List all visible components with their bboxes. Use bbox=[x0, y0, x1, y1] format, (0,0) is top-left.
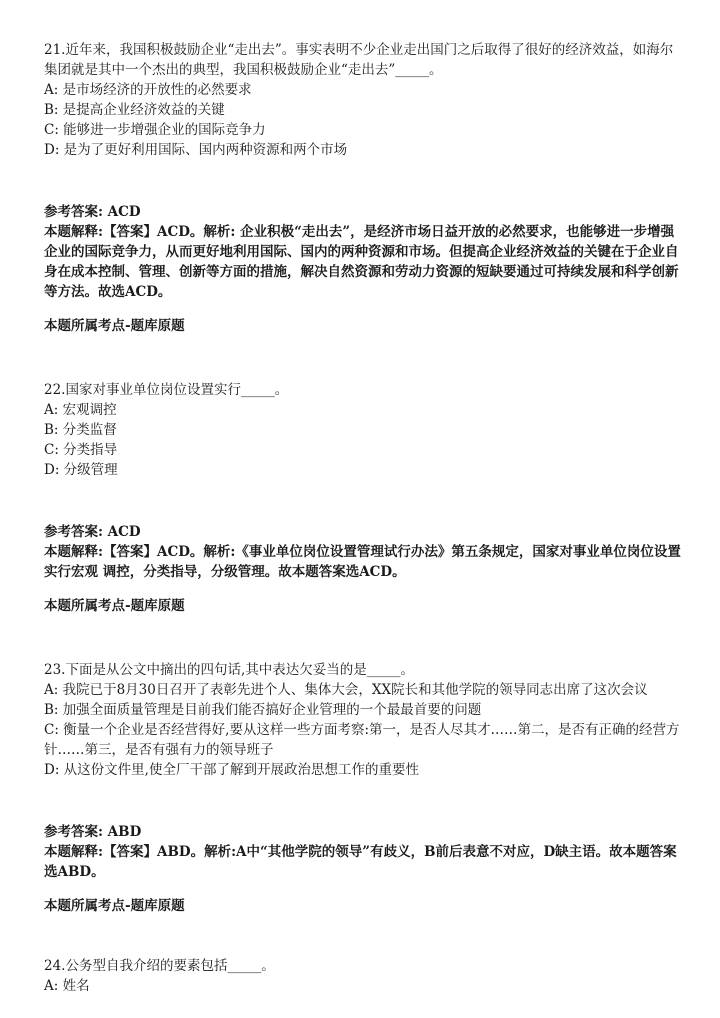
spacer bbox=[44, 336, 684, 380]
reference-answer: 参考答案: ACD bbox=[44, 524, 141, 540]
option-b: B: 是提高企业经济效益的关键 bbox=[44, 102, 225, 118]
answer-explanation: 本题解释:【答案】ACD。解析: 企业积极“走出去”，是经济市场日益开放的必然要求，也能够进一步增强企业的国际竞争力，从而更好地利用国际、国内的两种资源和市场。但提高企业经济效益的关键在于企业自身在成本控制、管理、创新等方面的措施，解决自然资源和劳动力资源的短缺要通过可持续发展和科学创新等方法。故选ACD。 bbox=[44, 224, 679, 300]
option-c: C: 能够进一步增强企业的国际竞争力 bbox=[44, 122, 266, 138]
option-b: B: 分类监督 bbox=[44, 422, 117, 438]
answer-block bbox=[44, 202, 684, 336]
answer-block bbox=[44, 522, 684, 616]
reference-answer: 参考答案: ABD bbox=[44, 824, 142, 840]
question-stem: 23.下面是从公文中摘出的四句话,其中表达欠妥当的是_____。 bbox=[44, 662, 415, 678]
question-source: 本题所属考点-题库原题 bbox=[44, 898, 185, 914]
option-a: A: 是市场经济的开放性的必然要求 bbox=[44, 82, 252, 98]
option-d: D: 从这份文件里,使全厂干部了解到开展政治思想工作的重要性 bbox=[44, 762, 419, 778]
option-a: A: 宏观调控 bbox=[44, 402, 117, 418]
question-22 bbox=[44, 380, 684, 616]
question-source: 本题所属考点-题库原题 bbox=[44, 598, 185, 614]
question-source: 本题所属考点-题库原题 bbox=[44, 318, 185, 334]
question-21 bbox=[44, 40, 684, 336]
reference-answer: 参考答案: ACD bbox=[44, 204, 141, 220]
question-23 bbox=[44, 660, 684, 916]
answer-explanation: 本题解释:【答案】ACD。解析:《事业单位岗位设置管理试行办法》第五条规定，国家对事业单位岗位设置实行宏观 调控，分类指导，分级管理。故本题答案选ACD。 bbox=[44, 544, 681, 580]
option-c: C: 衡量一个企业是否经营得好,要从这样一些方面考察:第一，是否人尽其才……第二，是否有正确的经营方针……第三，是否有强有力的领导班子 bbox=[44, 722, 680, 758]
exam-page bbox=[44, 40, 684, 996]
question-stem: 22.国家对事业单位岗位设置实行_____。 bbox=[44, 382, 289, 398]
answer-explanation: 本题解释:【答案】ABD。解析:A中“其他学院的领导”有歧义，B前后表意不对应，D缺主语。故本题答案选ABD。 bbox=[44, 844, 677, 880]
option-d: D: 分级管理 bbox=[44, 462, 118, 478]
option-b: B: 加强全面质量管理是目前我们能否搞好企业管理的一个最最首要的问题 bbox=[44, 702, 482, 718]
option-a: A: 姓名 bbox=[44, 978, 90, 994]
spacer bbox=[44, 916, 684, 956]
answer-block bbox=[44, 822, 684, 916]
option-c: C: 分类指导 bbox=[44, 442, 118, 458]
option-d: D: 是为了更好利用国际、国内两种资源和两个市场 bbox=[44, 142, 348, 158]
question-24 bbox=[44, 956, 684, 996]
option-a: A: 我院已于8月30日召开了表彰先进个人、集体大会，XX院长和其他学院的领导同志出席了这次会议 bbox=[44, 682, 648, 698]
question-stem: 24.公务型自我介绍的要素包括_____。 bbox=[44, 958, 275, 974]
spacer bbox=[44, 616, 684, 660]
question-stem: 21.近年来，我国积极鼓励企业“走出去”。事实表明不少企业走出国门之后取得了很好的经济效益，如海尔集团就是其中一个杰出的典型，我国积极鼓励企业“走出去”_____。 bbox=[44, 42, 674, 78]
